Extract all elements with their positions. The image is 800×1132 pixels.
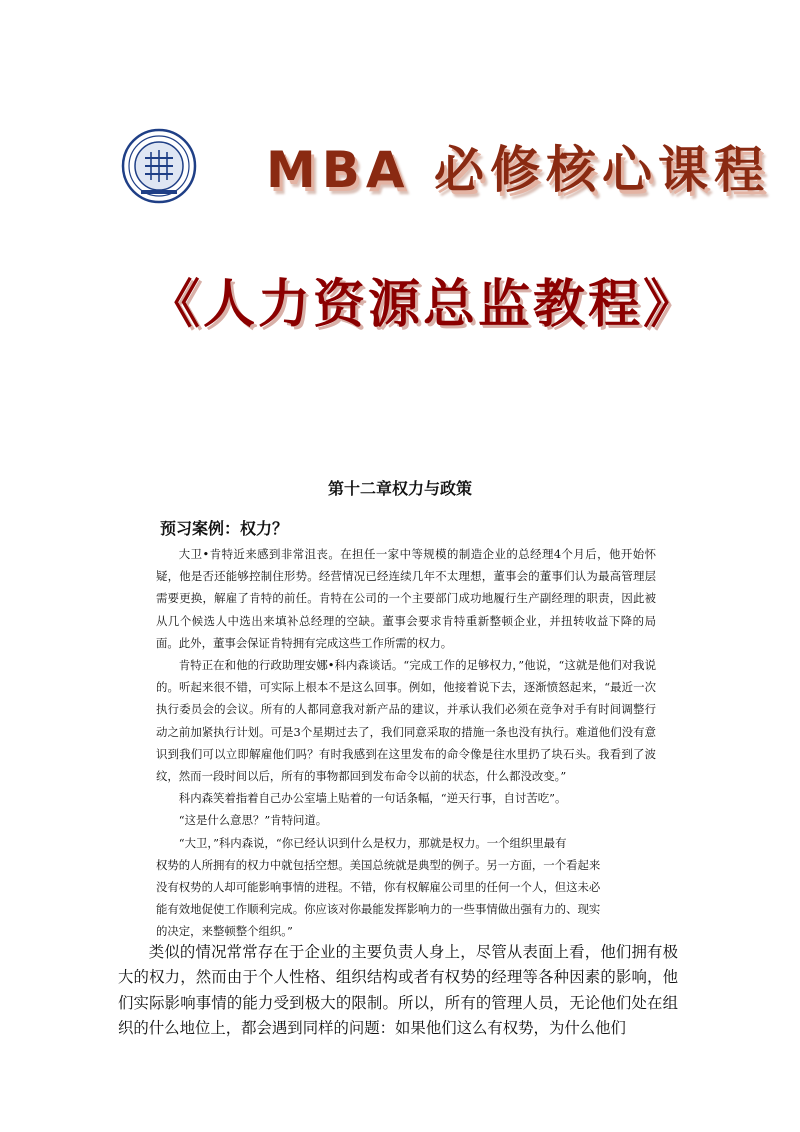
case-text bbox=[156, 543, 656, 943]
university-seal bbox=[121, 128, 197, 204]
case-line: 能有效地促使工作顺利完成。你应该对你最能发挥影响力的一些事情做出强有力的、现实 bbox=[156, 902, 601, 917]
case-line: “大卫，”科内森说，“你已经认识到什么是权力，那就是权力。一个组织里最有 bbox=[178, 835, 567, 850]
case-line: 权势的人所拥有的权力中就包括空想。美国总统就是典型的例子。另一方面，一个看起来 bbox=[156, 857, 601, 872]
case-heading: 预习案例：权力？ bbox=[160, 519, 289, 538]
book-title: 《人力资源总监教程》 bbox=[148, 274, 699, 335]
case-paragraph: 科内森笑着指着自己办公室墙上贴着的一句话条幅，“逆天行事，自讨苦吃”。 bbox=[178, 791, 567, 806]
course-header-title: MBA 必修核心课程 bbox=[266, 141, 770, 199]
chapter-title: 第十二章权力与政策 bbox=[327, 479, 472, 498]
case-paragraph: 大卫•肯特近来感到非常沮丧。在担任一家中等规模的制造企业的总经理4个月后，他开始怀疑，他是否还能够控制住形势。经营情况已经连续几年不太理想，董事会的董事们认为最高管理层需要更换，解雇了肯特的前任。肯特在公司的一个主要部门成功地履行生产副经理的职责，因此被从几个候选人中选出来填补总经理的空缺。董事会要求肯特重新整顿企业，并扭转收益下降的局面。此外，董事会保证肯特拥有完成这些工作所需的权力。 bbox=[156, 547, 656, 650]
body-text bbox=[118, 940, 678, 1042]
university-seal-icon bbox=[121, 128, 197, 204]
case-paragraph-last bbox=[156, 832, 656, 943]
body-paragraph: 类似的情况常常存在于企业的主要负责人身上，尽管从表面上看，他们拥有极大的权力，然而由于个人性格、组织结构或者有权势的经理等各种因素的影响，他们实际影响事情的能力受到极大的限制。所以，所有的管理人员，无论他们处在组织的什么地位上，都会遇到同样的问题：如果他们这么有权势，为什么他们 bbox=[118, 943, 678, 1038]
case-line: 的决定，来整顿整个组织。” bbox=[156, 924, 293, 939]
case-paragraph: “这是什么意思？”肯特问道。 bbox=[178, 813, 328, 828]
case-line: 没有权势的人却可能影响事情的进程。不错，你有权解雇公司里的任何一个人，但这未必 bbox=[156, 880, 601, 895]
case-paragraph: 肯特正在和他的行政助理安娜•科内森谈话。“完成工作的足够权力，”他说，“这就是他们对我说的。听起来很不错，可实际上根本不是这么回事。例如，他接着说下去，逐渐愤怒起来，“最近一次执行委员会的会议。所有的人都同意我对新产品的建议，并承认我们必须在竞争对手有时间调整行动之前加紧执行计划。可是3个星期过去了，我们同意采取的措施一条也没有执行。难道他们没有意识到我们可以立即解雇他们吗？有时我感到在这里发布的命令像是往水里扔了块石头。我看到了波纹，然而一段时间以后，所有的事物都回到发布命令以前的状态，什么都没改变。” bbox=[156, 658, 656, 784]
